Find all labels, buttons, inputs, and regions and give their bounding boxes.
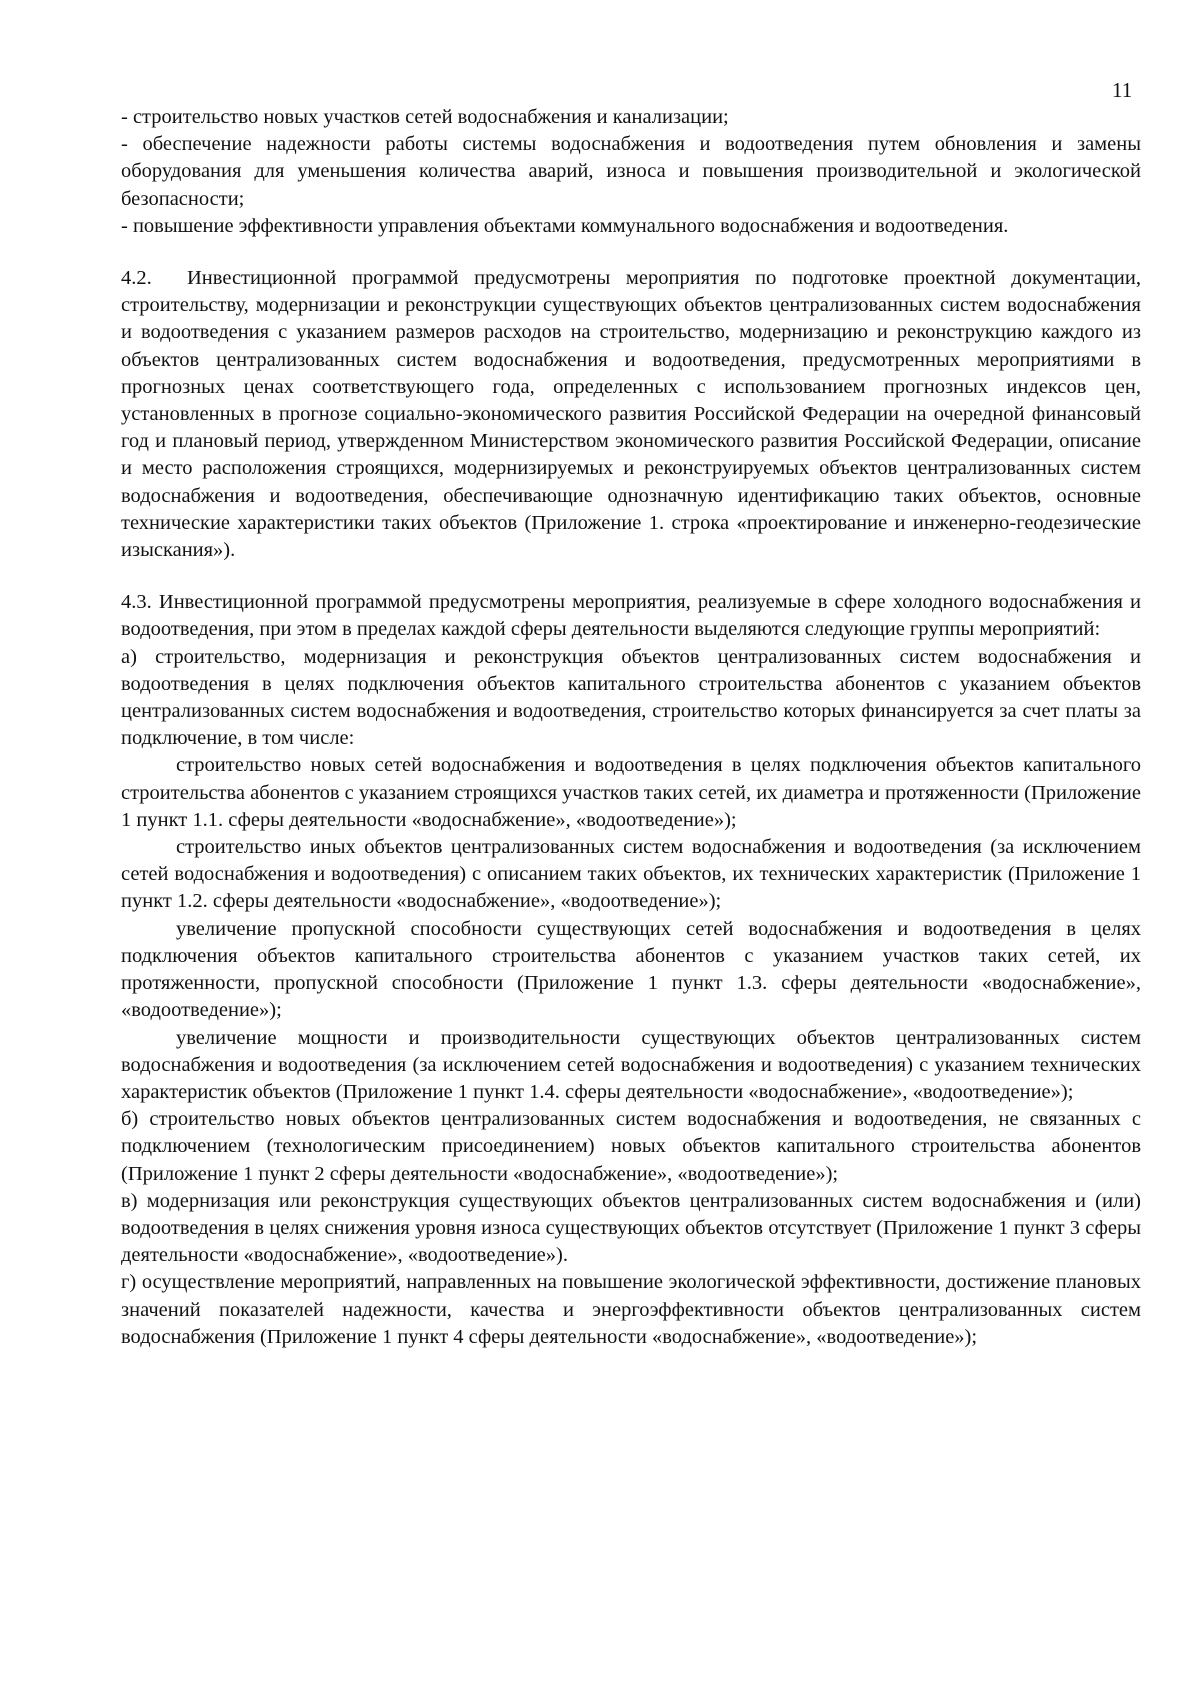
section-4-3-subitem: строительство иных объектов централизованных систем водоснабжения и водоотведения (за исключением сетей водоснабжения и водоотведения) с описанием таких объектов, их технических характеристик (Приложение 1 пункт 1.2. сферы деятельности «водоснабжение», «водоотведение»); xyxy=(121,836,1141,913)
section-4-2-paragraph xyxy=(121,265,1141,564)
section-4-3-subitem: увеличение мощности и производительности существующих объектов централизованных систем водоснабжения и водоотведения (за исключением сетей водоснабжения и водоотведения) с указанием технических характеристик объектов (Приложение 1 пункт 1.4. сферы деятельности «водоснабжение», «водоотведение»); xyxy=(121,1026,1141,1103)
section-4-3-subitem: увеличение пропускной способности существующих сетей водоснабжения и водоотведения в целях подключения объектов капитального строительства абонентов с указанием участков таких сетей, их протяженности, пропускной способности (Приложение 1 пункт 1.3. сферы деятельности «водоснабжение», «водоотведение»); xyxy=(121,917,1141,1022)
section-4-3-intro: 4.3. Инвестиционной программой предусмотрены мероприятия, реализуемые в сфере холодного водоснабжения и водоотведения, при этом в пределах каждой сферы деятельности выделяются следующие группы мероприятий: xyxy=(121,591,1141,641)
section-4-3-item-v: в) модернизация или реконструкция существующих объектов централизованных систем водоснабжения и (или) водоотведения в целях снижения уровня износа существующих объектов отсутствует (Приложение 1 пункт 3 сферы деятельности «водоснабжение», «водоотведение»). xyxy=(121,1189,1141,1267)
section-4-3-item-a: а) строительство, модернизация и реконструкция объектов централизованных систем водоснабжения и водоотведения в целях подключения объектов капитального строительства абонентов с указанием объектов централизованных систем водоснабжения и водоотведения, строительство которых финансируется за счет платы за подключение, в том числе: xyxy=(121,645,1141,750)
page-number: 11 xyxy=(1112,78,1133,102)
section-4-3-item-b: б) строительство новых объектов централизованных систем водоснабжения и водоотведения, не связанных с подключением (технологическим присоединением) новых объектов капитального строительства абонентов (Приложение 1 пункт 2 сферы деятельности «водоснабжение», «водоотведение»); xyxy=(121,1108,1141,1185)
section-4-2-text: Инвестиционной программой предусмотрены мероприятия по подготовке проектной документации, строительству, модернизации и реконструкции существующих объектов централизованных систем водоснабжения и водоотведения с указанием размеров расходов на строительство, модернизацию и реконструкцию каждого из объектов централизованных систем водоснабжения и водоотведения, предусмотренных мероприятиями в прогнозных ценах соответствующего года, определенных с использованием прогнозных индексов цен, установленных в прогнозе социально-экономического развития Российской Федерации на очередной финансовый год и плановый период, утвержденном Министерством экономического развития Российской Федерации, описание и место расположения строящихся, модернизируемых и реконструируемых объектов централизованных систем водоснабжения и водоотведения, обеспечивающие однозначную идентификацию таких объектов, основные технические характеристики таких объектов (Приложение 1. строка «проектирование и инженерно-геодезические изыскания»). xyxy=(121,267,1141,562)
document-body xyxy=(121,104,1141,1351)
section-4-3-item-g: г) осуществление мероприятий, направленных на повышение экологической эффективности, достижение плановых значений показателей надежности, качества и энергоэффективности объектов централизованных систем водоснабжения (Приложение 1 пункт 4 сферы деятельности «водоснабжение», «водоотведение»); xyxy=(121,1271,1141,1348)
section-4-2-number: 4.2. xyxy=(121,267,152,290)
intro-item: - обеспечение надежности работы системы водоснабжения и водоотведения путем обновления и замены оборудования для уменьшения количества аварий, износа и повышения производительной и экологической безопасности; xyxy=(121,133,1141,210)
intro-item: - повышение эффективности управления объектами коммунального водоснабжения и водоотведения. xyxy=(121,214,1009,237)
section-4-3-subitem: строительство новых сетей водоснабжения и водоотведения в целях подключения объектов капитального строительства абонентов с указанием строящихся участков таких сетей, их диаметра и протяженности (Приложение 1 пункт 1.1. сферы деятельности «водоснабжение», «водоотведение»); xyxy=(121,754,1141,831)
intro-item: - строительство новых участков сетей водоснабжения и канализации; xyxy=(121,106,729,128)
